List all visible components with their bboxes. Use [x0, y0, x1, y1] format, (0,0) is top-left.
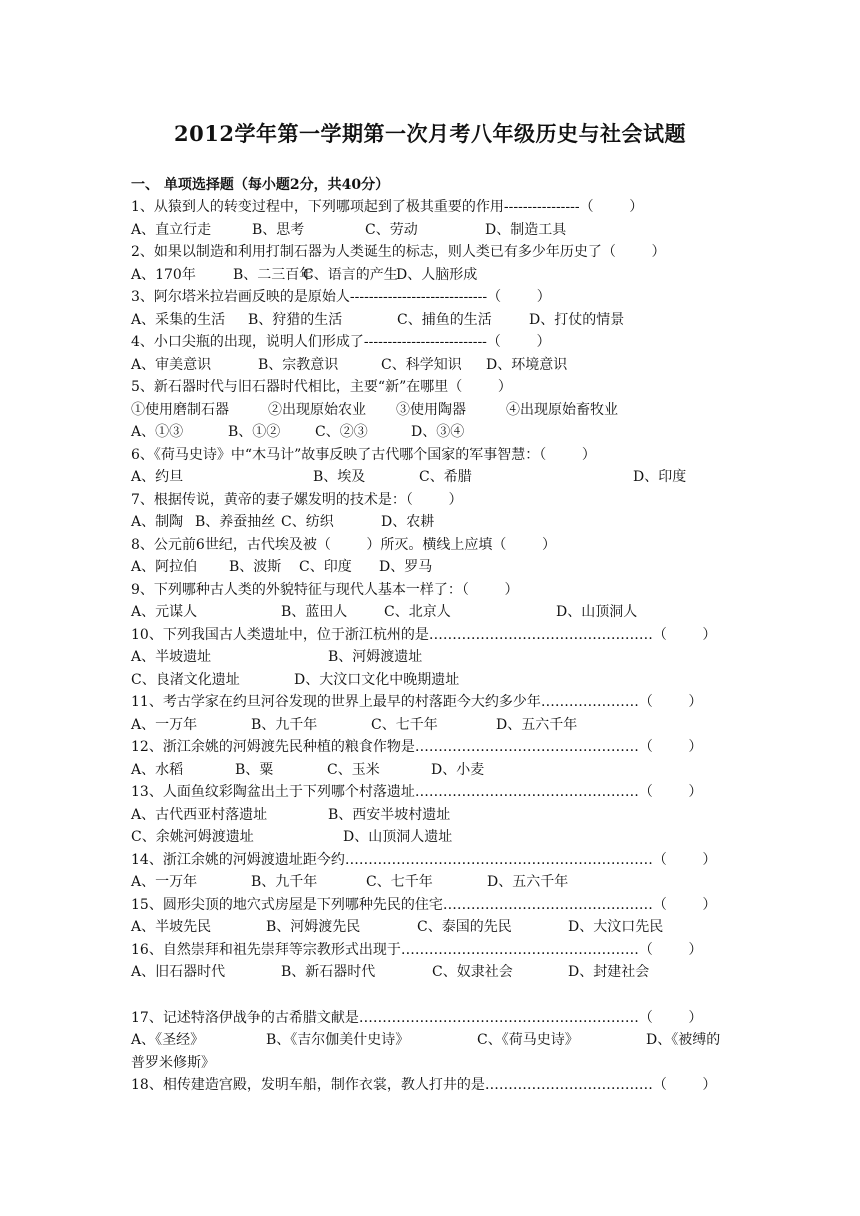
- option-text: C、余姚河姆渡遗址: [131, 829, 254, 845]
- line-text: 5、新石器时代与旧石器时代相比，主要“新”在哪里（ ）: [131, 379, 512, 395]
- option-text: A、170年: [131, 267, 196, 283]
- section-heading: 一、 单项选择题（每小题2分，共40分）: [131, 177, 390, 193]
- option-text: C、良渚文化遗址: [131, 672, 240, 688]
- option-text: A、半坡先民: [131, 919, 212, 935]
- option-text: C、语言的产生: [303, 267, 398, 283]
- option-text: A、一万年: [131, 874, 198, 890]
- option-text: D、《被缚的: [646, 1032, 721, 1048]
- option-text: B、河姆渡遗址: [328, 649, 423, 665]
- option-text: D、制造工具: [485, 222, 567, 238]
- option-text: C、印度: [299, 559, 352, 575]
- option-text: D、农耕: [381, 514, 435, 530]
- option-text: C、北京人: [384, 604, 451, 620]
- line-text: 16、自然崇拜和祖先崇拜等宗教形式出现于……………………………………………（ ）: [131, 942, 703, 958]
- line-text: 17、记述特洛伊战争的古希腊文献是……………………………………………………（ ）: [131, 1010, 703, 1026]
- option-text: C、希腊: [419, 469, 472, 485]
- option-text: B、九千年: [251, 874, 318, 890]
- option-text: D、封建社会: [568, 964, 650, 980]
- option-text: D、五六千年: [487, 874, 569, 890]
- option-text: ③使用陶器: [396, 402, 466, 418]
- page-title: 2012学年第一学期第一次月考八年级历史与社会试题: [174, 121, 686, 146]
- option-text: B、新石器时代: [281, 964, 376, 980]
- option-text: C、《荷马史诗》: [477, 1032, 579, 1048]
- line-text: 8、公元前6世纪，古代埃及被（ ）所灭。横线上应填（ ）: [131, 537, 557, 553]
- option-text: C、②③: [315, 424, 368, 440]
- option-text: B、宗教意识: [258, 357, 339, 373]
- option-text: D、五六千年: [496, 717, 578, 733]
- option-text: B、《吉尔伽美什史诗》: [266, 1032, 410, 1048]
- option-text: C、泰国的先民: [417, 919, 512, 935]
- option-text: D、③④: [411, 424, 465, 440]
- option-text: A、审美意识: [131, 357, 212, 373]
- option-text: C、纺织: [281, 514, 334, 530]
- option-text: B、蓝田人: [281, 604, 348, 620]
- line-text: 2、如果以制造和利用打制石器为人类诞生的标志，则人类已有多少年历史了（ ）: [131, 244, 666, 260]
- option-text: B、河姆渡先民: [266, 919, 361, 935]
- option-text: B、九千年: [251, 717, 318, 733]
- option-text: ②出现原始农业: [268, 402, 366, 418]
- option-text: D、小麦: [431, 762, 485, 778]
- line-text: 1、从猿到人的转变过程中，下列哪项起到了极其重要的作用----------------（ ）: [131, 199, 644, 215]
- option-text: D、打仗的情景: [529, 312, 625, 328]
- option-text: B、思考: [252, 222, 305, 238]
- option-text: D、山顶洞人: [556, 604, 638, 620]
- option-text: C、七千年: [366, 874, 433, 890]
- line-text: 18、相传建造宫殿，发明车船，制作衣裳，教人打井的是………………………………（ ）: [131, 1077, 717, 1093]
- option-text: A、元谋人: [131, 604, 198, 620]
- option-text: B、二三百年: [233, 267, 314, 283]
- line-text: 4、小口尖瓶的出现，说明人们形成了--------------------------（ ）: [131, 334, 551, 350]
- line-text: 14、浙江余姚的河姆渡遗址距今约…………………………………………………………（ ）: [131, 852, 717, 868]
- line-text: 9、下列哪种古人类的外貌特征与现代人基本一样了：（ ）: [131, 582, 519, 598]
- line-text: 11、考古学家在约旦河谷发现的世界上最早的村落距今大约多少年…………………（ ）: [131, 694, 703, 710]
- option-text: D、人脑形成: [396, 267, 478, 283]
- line-text: 3、阿尔塔米拉岩画反映的是原始人-----------------------------（ ）: [131, 289, 551, 305]
- line-text: 6、《荷马史诗》中“木马计”故事反映了古代哪个国家的军事智慧：（ ）: [131, 447, 596, 463]
- option-text: ①使用磨制石器: [131, 402, 229, 418]
- option-text: B、养蚕抽丝: [195, 514, 276, 530]
- option-text: B、①②: [228, 424, 281, 440]
- option-text: D、印度: [633, 469, 687, 485]
- option-text: C、捕鱼的生活: [397, 312, 492, 328]
- option-text: A、《圣经》: [131, 1032, 205, 1048]
- option-text: A、阿拉伯: [131, 559, 198, 575]
- option-text: A、直立行走: [131, 222, 212, 238]
- option-text: A、制陶: [131, 514, 184, 530]
- option-text: A、采集的生活: [131, 312, 226, 328]
- option-text: B、狩猎的生活: [248, 312, 343, 328]
- option-text: D、大汶口文化中晚期遗址: [294, 672, 460, 688]
- option-text: C、劳动: [365, 222, 418, 238]
- option-text: A、半坡遗址: [131, 649, 212, 665]
- option-text: B、西安半坡村遗址: [328, 807, 451, 823]
- line-text: 13、人面鱼纹彩陶盆出土于下列哪个村落遗址…………………………………………（ ）: [131, 784, 703, 800]
- line-text: 普罗米修斯》: [131, 1055, 215, 1071]
- line-text: 7、根据传说，黄帝的妻子嫘发明的技术是：（ ）: [131, 492, 463, 508]
- option-text: D、环境意识: [486, 357, 568, 373]
- option-text: B、埃及: [313, 469, 366, 485]
- option-text: A、水稻: [131, 762, 184, 778]
- option-text: C、玉米: [327, 762, 380, 778]
- option-text: B、粟: [235, 762, 274, 778]
- option-text: B、波斯: [229, 559, 282, 575]
- option-text: D、大汶口先民: [568, 919, 664, 935]
- option-text: A、①③: [131, 424, 184, 440]
- line-text: 12、浙江余姚的河姆渡先民种植的粮食作物是…………………………………………（ ）: [131, 739, 703, 755]
- line-text: 15、圆形尖顶的地穴式房屋是下列哪种先民的住宅………………………………………（ ）: [131, 897, 717, 913]
- option-text: C、奴隶社会: [432, 964, 513, 980]
- option-text: D、山顶洞人遗址: [343, 829, 453, 845]
- option-text: A、古代西亚村落遗址: [131, 807, 268, 823]
- line-text: 10、下列我国古人类遗址中，位于浙江杭州的是…………………………………………（ ）: [131, 627, 717, 643]
- option-text: C、科学知识: [381, 357, 462, 373]
- option-text: A、一万年: [131, 717, 198, 733]
- option-text: A、旧石器时代: [131, 964, 226, 980]
- option-text: C、七千年: [371, 717, 438, 733]
- option-text: D、罗马: [379, 559, 433, 575]
- option-text: A、约旦: [131, 469, 184, 485]
- option-text: ④出现原始畜牧业: [506, 402, 618, 418]
